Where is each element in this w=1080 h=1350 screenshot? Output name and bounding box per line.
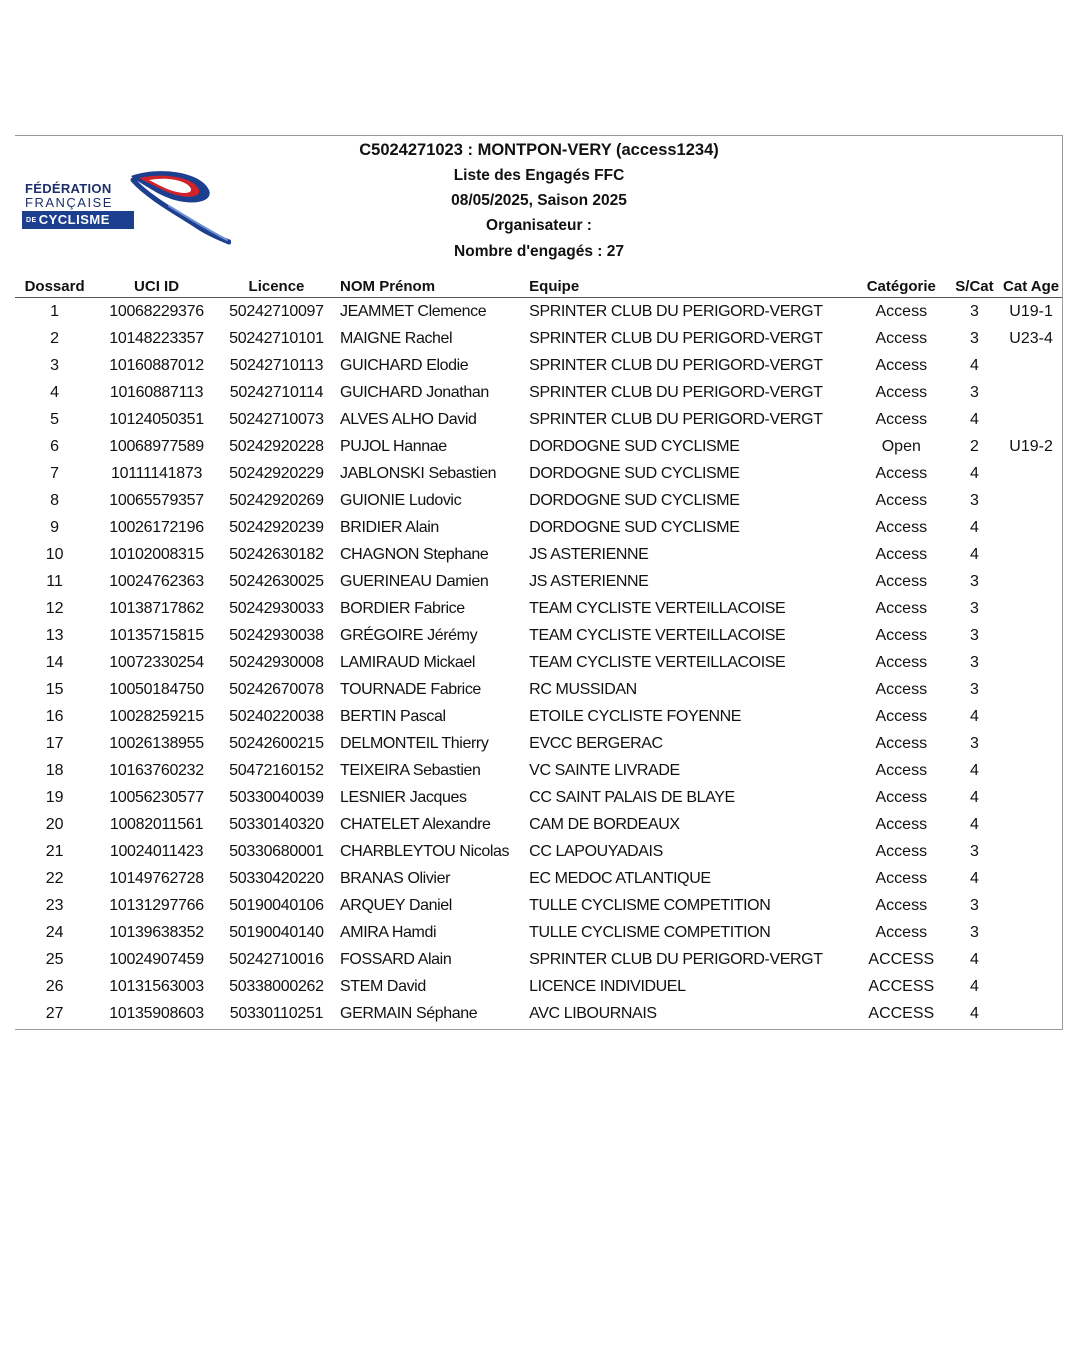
category-cell: Access (875, 788, 928, 806)
uci-id-cell: 10135908603 (109, 1004, 204, 1022)
licence-cell: 50330140320 (229, 815, 324, 833)
subcategory-cell: 3 (970, 572, 979, 590)
subcategory-cell: 3 (970, 626, 979, 644)
licence-cell: 50472160152 (229, 761, 324, 779)
age-category-cell (1000, 595, 1062, 622)
category-cell: Access (875, 545, 928, 563)
uci-id-cell: 10068229376 (109, 302, 204, 320)
logo-line-francaise: FRANÇAISE (25, 195, 113, 210)
team-cell: SPRINTER CLUB DU PERIGORD-VERGT (529, 950, 823, 968)
licence-cell: 50330040039 (229, 788, 324, 806)
subcategory-cell: 4 (970, 707, 979, 725)
subcategory-cell: 3 (970, 383, 979, 401)
dossard-cell: 17 (45, 734, 64, 752)
subcategory-cell: 3 (970, 734, 979, 752)
dossard-cell: 27 (45, 1004, 64, 1022)
age-category-cell (1000, 892, 1062, 919)
age-category-cell (1000, 730, 1062, 757)
dossard-cell: 22 (45, 869, 64, 887)
subcategory-cell: 4 (970, 788, 979, 806)
col-header-cat-age: Cat Age (1000, 275, 1062, 298)
age-category-cell (1000, 973, 1062, 1000)
dossard-cell: 21 (45, 842, 64, 860)
dossard-cell: 10 (45, 545, 64, 563)
licence-cell: 50338000262 (229, 977, 324, 995)
table-row (15, 676, 1062, 703)
licence-cell: 50242710113 (229, 356, 324, 374)
age-category-cell (1000, 865, 1062, 892)
subcategory-cell: 4 (970, 356, 979, 374)
name-cell: AMIRA Hamdi (340, 923, 437, 941)
name-cell: CHAGNON Stephane (340, 545, 489, 563)
uci-id-cell: 10139638352 (109, 923, 204, 941)
table-row (15, 595, 1062, 622)
category-cell: Open (881, 437, 921, 455)
dossard-cell: 6 (50, 437, 60, 455)
name-cell: CHATELET Alexandre (340, 815, 491, 833)
table-row (15, 460, 1062, 487)
name-cell: ALVES ALHO David (340, 410, 477, 428)
age-category-cell (1000, 703, 1062, 730)
licence-cell: 50190040106 (229, 896, 324, 914)
subcategory-cell: 4 (970, 977, 979, 995)
team-cell: VC SAINTE LIVRADE (529, 761, 680, 779)
team-cell: TULLE CYCLISME COMPETITION (529, 923, 771, 941)
dossard-cell: 1 (50, 302, 60, 320)
name-cell: DELMONTEIL Thierry (340, 734, 489, 752)
team-cell: ETOILE CYCLISTE FOYENNE (529, 707, 742, 725)
uci-id-cell: 10065579357 (109, 491, 204, 509)
uci-id-cell: 10163760232 (109, 761, 204, 779)
uci-id-cell: 10160887012 (109, 356, 204, 374)
table-row (15, 406, 1062, 433)
team-cell: SPRINTER CLUB DU PERIGORD-VERGT (529, 356, 823, 374)
uci-id-cell: 10082011561 (109, 815, 204, 833)
dossard-cell: 25 (45, 950, 64, 968)
dossard-cell: 14 (45, 653, 64, 671)
col-header-nom-prenom: NOM Prénom (334, 275, 529, 298)
licence-cell: 50242920229 (229, 464, 324, 482)
uci-id-cell: 10131297766 (109, 896, 204, 914)
subcategory-cell: 3 (970, 653, 979, 671)
table-row (15, 919, 1062, 946)
age-category-cell (1000, 460, 1062, 487)
uci-id-cell: 10026172196 (109, 518, 204, 536)
team-cell: SPRINTER CLUB DU PERIGORD-VERGT (529, 410, 823, 428)
dossard-cell: 13 (45, 626, 64, 644)
category-cell: Access (875, 923, 928, 941)
col-header-licence: Licence (219, 275, 334, 298)
age-category-cell (1000, 406, 1062, 433)
team-cell: DORDOGNE SUD CYCLISME (529, 518, 740, 536)
col-header-uci-id: UCI ID (94, 275, 219, 298)
table-row (15, 838, 1062, 865)
name-cell: CHARBLEYTOU Nicolas (340, 842, 510, 860)
name-cell: GUICHARD Jonathan (340, 383, 489, 401)
subcategory-cell: 4 (970, 545, 979, 563)
uci-id-cell: 10131563003 (109, 977, 204, 995)
category-cell: Access (875, 383, 928, 401)
licence-cell: 50242710101 (229, 329, 324, 347)
category-cell: ACCESS (868, 950, 935, 968)
team-cell: JS ASTERIENNE (529, 545, 649, 563)
table-row (15, 433, 1062, 460)
licence-cell: 50242930008 (229, 653, 324, 671)
category-cell: Access (875, 599, 928, 617)
subcategory-cell: 4 (970, 761, 979, 779)
dossard-cell: 23 (45, 896, 64, 914)
name-cell: BORDIER Fabrice (340, 599, 465, 617)
age-category-cell: U19-1 (1009, 302, 1053, 320)
category-cell: Access (875, 680, 928, 698)
subcategory-cell: 3 (970, 491, 979, 509)
dossard-cell: 9 (50, 518, 60, 536)
licence-cell: 50242670078 (229, 680, 324, 698)
licence-cell: 50242710114 (229, 383, 324, 401)
uci-id-cell: 10149762728 (109, 869, 204, 887)
licence-cell: 50242930038 (229, 626, 324, 644)
uci-id-cell: 10068977589 (109, 437, 204, 455)
licence-cell: 50240220038 (229, 707, 324, 725)
dossard-cell: 11 (46, 572, 63, 590)
team-cell: SPRINTER CLUB DU PERIGORD-VERGT (529, 302, 823, 320)
col-header-dossard: Dossard (15, 275, 94, 298)
licence-cell: 50330420220 (229, 869, 324, 887)
name-cell: LAMIRAUD Mickael (340, 653, 475, 671)
licence-cell: 50242710016 (229, 950, 324, 968)
table-body (15, 298, 1062, 1028)
licence-cell: 50330680001 (229, 842, 324, 860)
licence-cell: 50242600215 (229, 734, 324, 752)
table-row (15, 568, 1062, 595)
team-cell: TEAM CYCLISTE VERTEILLACOISE (529, 653, 786, 671)
category-cell: Access (875, 896, 928, 914)
subcategory-cell: 3 (970, 896, 979, 914)
category-cell: Access (875, 869, 928, 887)
subcategory-cell: 3 (970, 842, 979, 860)
team-cell: DORDOGNE SUD CYCLISME (529, 491, 740, 509)
age-category-cell (1000, 946, 1062, 973)
subcategory-cell: 2 (970, 437, 979, 455)
name-cell: GUICHARD Elodie (340, 356, 469, 374)
licence-cell: 50242920228 (229, 437, 324, 455)
age-category-cell (1000, 1000, 1062, 1027)
table-row (15, 811, 1062, 838)
logo-line-cyclisme-text: CYCLISME (38, 212, 110, 227)
team-cell: SPRINTER CLUB DU PERIGORD-VERGT (529, 329, 823, 347)
subcategory-cell: 3 (970, 329, 979, 347)
name-cell: GRÉGOIRE Jérémy (340, 626, 478, 644)
category-cell: ACCESS (868, 1004, 935, 1022)
dossard-cell: 2 (50, 329, 60, 347)
subcategory-cell: 4 (970, 1004, 979, 1022)
table-row (15, 622, 1062, 649)
licence-cell: 50242710097 (229, 302, 324, 320)
organizer-label: Organisateur : (486, 217, 592, 234)
category-cell: ACCESS (868, 977, 935, 995)
dossard-cell: 15 (45, 680, 64, 698)
category-cell: Access (875, 302, 928, 320)
team-cell: CC SAINT PALAIS DE BLAYE (529, 788, 735, 806)
list-title: Liste des Engagés FFC (453, 167, 625, 184)
entry-count: Nombre d'engagés : 27 (454, 243, 624, 260)
team-cell: CC LAPOUYADAIS (529, 842, 663, 860)
category-cell: Access (875, 464, 928, 482)
team-cell: JS ASTERIENNE (529, 572, 649, 590)
age-category-cell (1000, 811, 1062, 838)
uci-id-cell: 10024907459 (109, 950, 204, 968)
category-cell: Access (875, 491, 928, 509)
name-cell: MAIGNE Rachel (340, 329, 453, 347)
uci-id-cell: 10135715815 (109, 626, 204, 644)
name-cell: JABLONSKI Sebastien (340, 464, 497, 482)
subcategory-cell: 4 (970, 869, 979, 887)
table-row (15, 892, 1062, 919)
subcategory-cell: 3 (970, 680, 979, 698)
uci-id-cell: 10111141873 (111, 464, 203, 482)
age-category-cell: U23-4 (1009, 329, 1053, 347)
name-cell: ARQUEY Daniel (340, 896, 452, 914)
category-cell: Access (875, 626, 928, 644)
category-cell: Access (875, 518, 928, 536)
table-row (15, 865, 1062, 892)
category-cell: Access (875, 842, 928, 860)
team-cell: AVC LIBOURNAIS (529, 1004, 657, 1022)
table-row (15, 730, 1062, 757)
table-row (15, 379, 1062, 406)
subcategory-cell: 4 (970, 410, 979, 428)
name-cell: PUJOL Hannae (340, 437, 447, 455)
table-row (15, 487, 1062, 514)
table-row (15, 757, 1062, 784)
category-cell: Access (875, 356, 928, 374)
uci-id-cell: 10072330254 (109, 653, 204, 671)
age-category-cell (1000, 622, 1062, 649)
name-cell: GUERINEAU Damien (340, 572, 489, 590)
uci-id-cell: 10024011423 (109, 842, 204, 860)
dossard-cell: 19 (45, 788, 64, 806)
category-cell: Access (875, 572, 928, 590)
age-category-cell: U19-2 (1009, 437, 1053, 455)
uci-id-cell: 10028259215 (109, 707, 204, 725)
event-title: C5024271023 : MONTPON-VERY (access1234) (359, 141, 719, 159)
team-cell: SPRINTER CLUB DU PERIGORD-VERGT (529, 383, 823, 401)
team-cell: EVCC BERGERAC (529, 734, 663, 752)
dossard-cell: 5 (50, 410, 60, 428)
table-row (15, 784, 1062, 811)
category-cell: Access (875, 329, 928, 347)
age-category-cell (1000, 784, 1062, 811)
name-cell: BERTIN Pascal (340, 707, 446, 725)
category-cell: Access (875, 653, 928, 671)
age-category-cell (1000, 352, 1062, 379)
team-cell: TULLE CYCLISME COMPETITION (529, 896, 771, 914)
table-row (15, 325, 1062, 352)
age-category-cell (1000, 649, 1062, 676)
table-row (15, 946, 1062, 973)
licence-cell: 50242930033 (229, 599, 324, 617)
name-cell: FOSSARD Alain (340, 950, 452, 968)
dossard-cell: 8 (50, 491, 60, 509)
table-row (15, 514, 1062, 541)
licence-cell: 50330110251 (229, 1004, 324, 1022)
age-category-cell (1000, 514, 1062, 541)
category-cell: Access (875, 734, 928, 752)
subcategory-cell: 4 (970, 518, 979, 536)
dossard-cell: 12 (45, 599, 64, 617)
subcategory-cell: 4 (970, 815, 979, 833)
subcategory-cell: 3 (970, 599, 979, 617)
logo-line-de: DE (26, 216, 37, 224)
team-cell: TEAM CYCLISTE VERTEILLACOISE (529, 599, 786, 617)
dossard-cell: 4 (50, 383, 60, 401)
name-cell: BRANAS Olivier (340, 869, 451, 887)
entries-table (15, 275, 1062, 1027)
team-cell: DORDOGNE SUD CYCLISME (529, 464, 740, 482)
dossard-cell: 16 (45, 707, 64, 725)
name-cell: TEIXEIRA Sebastien (340, 761, 481, 779)
category-cell: Access (875, 815, 928, 833)
uci-id-cell: 10138717862 (109, 599, 204, 617)
col-header-scat: S/Cat (949, 275, 1000, 298)
subcategory-cell: 4 (970, 464, 979, 482)
team-cell: DORDOGNE SUD CYCLISME (529, 437, 740, 455)
uci-id-cell: 10050184750 (109, 680, 204, 698)
table-row (15, 703, 1062, 730)
table-header-row (15, 275, 1062, 298)
name-cell: BRIDIER Alain (340, 518, 439, 536)
age-category-cell (1000, 838, 1062, 865)
uci-id-cell: 10124050351 (109, 410, 204, 428)
name-cell: TOURNADE Fabrice (340, 680, 481, 698)
name-cell: LESNIER Jacques (340, 788, 467, 806)
licence-cell: 50242630025 (229, 572, 324, 590)
table-row (15, 1000, 1062, 1027)
age-category-cell (1000, 919, 1062, 946)
col-header-categorie: Catégorie (854, 275, 949, 298)
team-cell: TEAM CYCLISTE VERTEILLACOISE (529, 626, 786, 644)
table-row (15, 541, 1062, 568)
team-cell: RC MUSSIDAN (529, 680, 637, 698)
category-cell: Access (875, 761, 928, 779)
name-cell: JEAMMET Clemence (340, 302, 487, 320)
entry-list-sheet (15, 135, 1063, 1030)
logo-line-federation: FÉDÉRATION (25, 181, 112, 196)
age-category-cell (1000, 541, 1062, 568)
table-row (15, 649, 1062, 676)
dossard-cell: 26 (45, 977, 64, 995)
col-header-equipe: Equipe (529, 275, 854, 298)
category-cell: Access (875, 410, 928, 428)
dossard-cell: 20 (45, 815, 64, 833)
team-cell: LICENCE INDIVIDUEL (529, 977, 686, 995)
licence-cell: 50242920239 (229, 518, 324, 536)
date-season: 08/05/2025, Saison 2025 (451, 192, 627, 209)
category-cell: Access (875, 707, 928, 725)
uci-id-cell: 10026138955 (109, 734, 204, 752)
dossard-cell: 3 (50, 356, 60, 374)
age-category-cell (1000, 676, 1062, 703)
table-row (15, 298, 1062, 326)
uci-id-cell: 10160887113 (109, 383, 204, 401)
age-category-cell (1000, 757, 1062, 784)
table-row (15, 352, 1062, 379)
subcategory-cell: 3 (970, 302, 979, 320)
subcategory-cell: 4 (970, 950, 979, 968)
age-category-cell (1000, 379, 1062, 406)
licence-cell: 50242710073 (229, 410, 324, 428)
uci-id-cell: 10148223357 (109, 329, 204, 347)
licence-cell: 50190040140 (229, 923, 324, 941)
subcategory-cell: 3 (970, 923, 979, 941)
dossard-cell: 24 (45, 923, 64, 941)
table-row (15, 973, 1062, 1000)
name-cell: STEM David (340, 977, 426, 995)
licence-cell: 50242630182 (229, 545, 324, 563)
dossard-cell: 7 (50, 464, 60, 482)
name-cell: GERMAIN Séphane (340, 1004, 478, 1022)
uci-id-cell: 10024762363 (109, 572, 204, 590)
licence-cell: 50242920269 (229, 491, 324, 509)
uci-id-cell: 10102008315 (109, 545, 204, 563)
team-cell: CAM DE BORDEAUX (529, 815, 680, 833)
age-category-cell (1000, 487, 1062, 514)
dossard-cell: 18 (45, 761, 64, 779)
team-cell: EC MEDOC ATLANTIQUE (529, 869, 711, 887)
age-category-cell (1000, 568, 1062, 595)
uci-id-cell: 10056230577 (109, 788, 204, 806)
name-cell: GUIONIE Ludovic (340, 491, 462, 509)
